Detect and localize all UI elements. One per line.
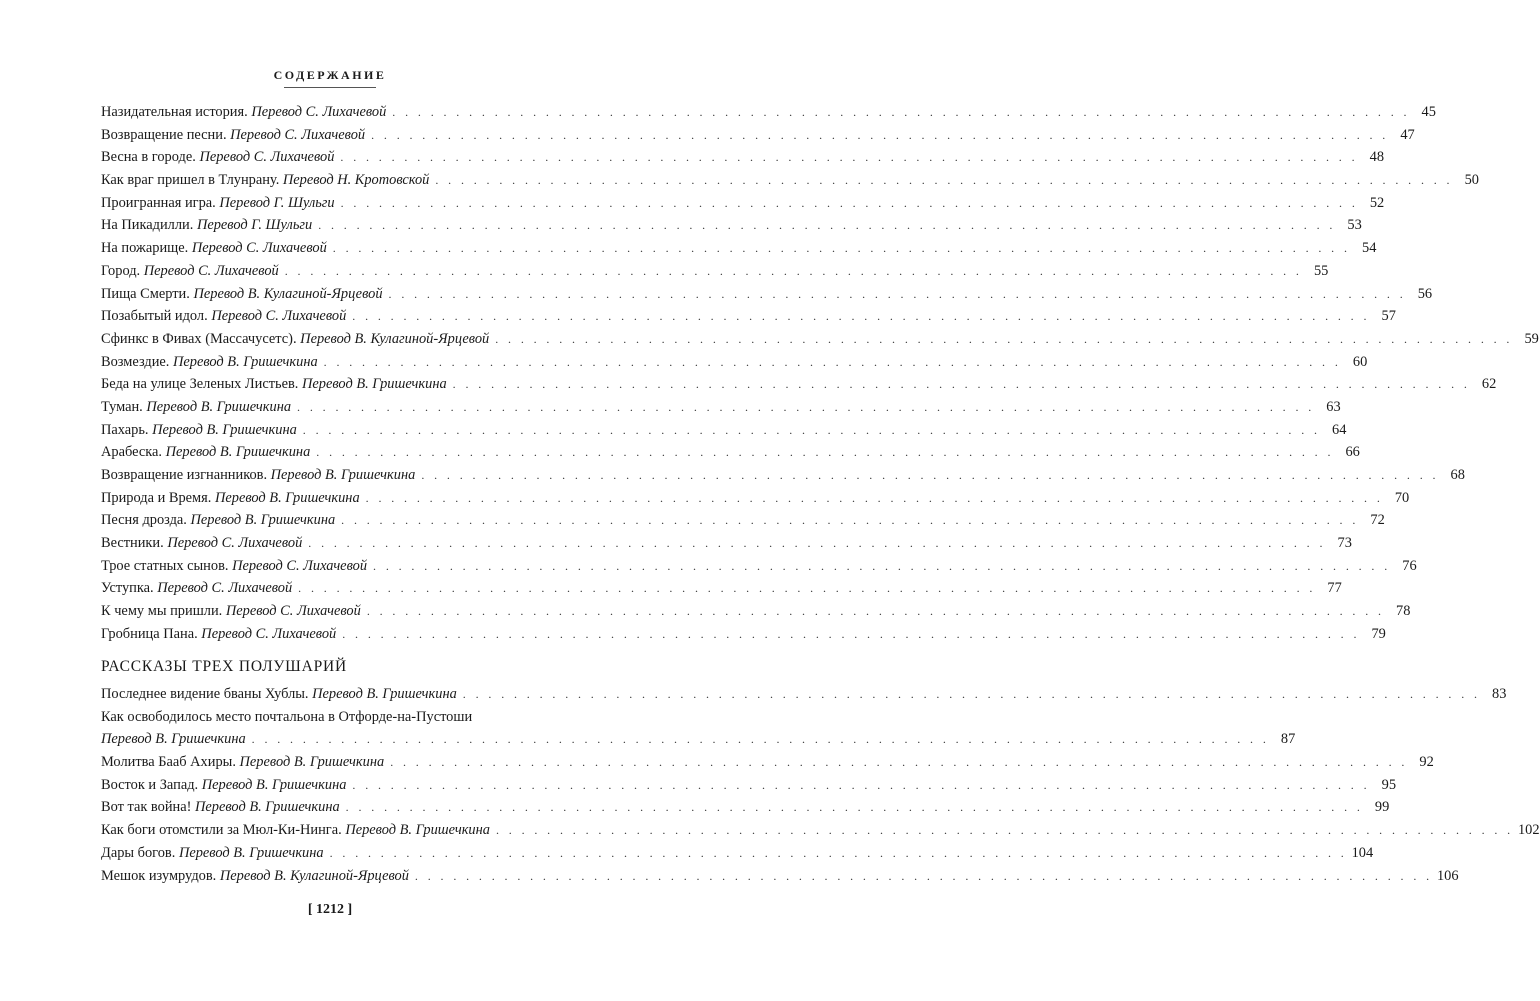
entry-page: 55 [1313,262,1329,279]
entry-translator: Перевод С. Лихачевой [191,240,327,257]
entry-page: 106 [1436,867,1459,884]
dot-leader: . . . . . . . . . . . . . . . . . . . . . . . . . . . . . . . . . . . . . . . . . . . . . . . . . . . . . . . . . . . . . . . . . . . . . . . . . . . . . . . . [341,513,1359,528]
toc-entry[interactable] [101,489,1410,513]
entry-translator: Перевод С. Лихачевой [199,149,335,166]
entry-title-group [101,240,327,257]
dot-leader: . . . . . . . . . . . . . . . . . . . . . . . . . . . . . . . . . . . . . . . . . . . . . . . . . . . . . . . . . . . . . . . . . . . . . . . . . . . . . . . . [352,309,1370,324]
entry-title: Как освободилось место почтальона в Отфорде-на-Пустоши [101,708,473,725]
dot-leader: . . . . . . . . . . . . . . . . . . . . . . . . . . . . . . . . . . . . . . . . . . . . . . . . . . . . . . . . . . . . . . . . . . . . . . . . . . . . . . . . [414,868,1433,883]
entry-translator: Перевод В. Гришечкина [312,686,457,702]
entry-title: Весна в городе. [101,149,196,166]
entry-title: Туман. [101,398,143,415]
entry-title: Молитва Бааб Ахиры. [101,754,236,771]
toc-entry[interactable] [101,217,1362,240]
entry-page: 62 [1481,376,1497,393]
entry-page: 48 [1369,149,1385,166]
toc-entry[interactable] [101,557,1417,581]
entry-translator: Перевод С. Лихачевой [211,308,347,325]
entry-translator: Перевод В. Гришечкина [152,421,297,438]
toc-entry[interactable] [101,467,1465,490]
entry-page: 70 [1394,489,1410,506]
entry-title: Уступка. [101,580,154,597]
header-underline [284,87,376,88]
entry-translator: Перевод В. Гришечкина [214,489,360,506]
entry-translator: Перевод В. Гришечкина [239,754,385,771]
entry-title: Назидательная история. [101,104,248,120]
entry-title: Как враг пришел в Тлунрану. [101,172,280,189]
entry-page: 50 [1464,172,1479,189]
entry-page: 77 [1327,580,1342,597]
entry-translator: Перевод В. Гришечкина [173,353,318,370]
toc-entry[interactable] [101,867,1459,891]
dot-leader: . . . . . . . . . . . . . . . . . . . . . . . . . . . . . . . . . . . . . . . . . . . . . . . . . . . . . . . . . . . . . . . . . . . . . . . . . . . . . . . . [435,173,1453,188]
toc-entry[interactable] [101,799,1390,822]
dot-leader: . . . . . . . . . . . . . . . . . . . . . . . . . . . . . . . . . . . . . . . . . . . . . . . . . . . . . . . . . . . . . . . . . . . . . . . . . . . . . . . . [373,558,1391,573]
entry-page: 66 [1345,444,1360,461]
toc-entry-first-line[interactable] [101,709,582,732]
entry-page: 104 [1351,844,1374,861]
toc-entry[interactable] [101,240,1377,263]
entry-translator: Перевод В. Гришечкина [345,822,490,839]
entry-translator: Перевод С. Лихачевой [232,557,368,574]
entry-translator: Перевод С. Лихачевой [251,104,387,120]
entry-translator: Перевод Г. Шульги [219,194,335,211]
entry-translator: Перевод В. Гришечкина [101,731,246,748]
entry-page: 63 [1326,398,1341,415]
entry-page: 76 [1402,557,1417,574]
entry-title-group [101,868,409,885]
dot-leader: . . . . . . . . . . . . . . . . . . . . . . . . . . . . . . . . . . . . . . . . . . . . . . . . . . . . . . . . . . . . . . . . . . . . . . . . . . . . . . . . [366,604,1385,619]
entry-title: Пахарь. [101,421,149,438]
toc-entry[interactable] [101,262,1329,286]
entry-translator: Перевод В. Кулагиной-Ярцевой [193,285,383,302]
entry-title: Вестники. [101,535,164,552]
entry-title: Беда на улице Зеленых Листьев. [101,376,299,393]
toc-entry[interactable] [101,512,1385,535]
entry-title-group [101,263,279,280]
dot-leader: . . . . . . . . . . . . . . . . . . . . . . . . . . . . . . . . . . . . . . . . . . . . . . . . . . . . . . . . . . . . . . . . . . . . . . . . . . . . . . . . [388,286,1407,301]
entry-page: 60 [1352,353,1368,370]
section-title: РАССКАЗЫ ТРЕХ ПОЛУШАРИЙ [101,658,348,675]
toc-entry[interactable] [101,126,1415,150]
page-header-title: СОДЕРЖАНИЕ [273,68,387,82]
dot-leader: . . . . . . . . . . . . . . . . . . . . . . . . . . . . . . . . . . . . . . . . . . . . . . . . . . . . . . . . . . . . . . . . . . . . . . . . . . . . . . . . [342,626,1360,641]
entry-title-group [101,731,246,748]
toc-entry[interactable] [101,149,1385,172]
entry-page: 59 [1524,330,1539,347]
toc-entry[interactable] [101,285,1433,309]
dot-leader: . . . . . . . . . . . . . . . . . . . . . . . . . . . . . . . . . . . . . . . . . . . . . . . . . . . . . . . . . . . . . . . . . . . . . . . . . . . . . . . . [421,468,1439,482]
toc-list-bottom [101,686,1540,890]
entry-title: Гробница Пана. [101,625,198,642]
dot-leader: . . . . . . . . . . . . . . . . . . . . . . . . . . . . . . . . . . . . . . . . . . . . . . . . . . . . . . . . . . . . . . . . . . . . . . . . . . . . . . . . [495,823,1514,838]
entry-page: 57 [1381,308,1396,325]
toc-entry[interactable] [101,376,1497,399]
entry-translator: Перевод Г. Шульги [196,217,313,234]
entry-translator: Перевод Н. Кротовской [282,172,430,189]
entry-translator: Перевод В. Гришечкина [302,376,447,393]
dot-leader: . . . . . . . . . . . . . . . . . . . . . . . . . . . . . . . . . . . . . . . . . . . . . . . . . . . . . . . . . . . . . . . . . . . . . . . . . . . . . . . . [298,581,1316,596]
entry-title: Арабеска. [101,444,162,461]
entry-title: Песня дрозда. [101,512,187,529]
dot-leader: . . . . . . . . . . . . . . . . . . . . . . . . . . . . . . . . . . . . . . . . . . . . . . . . . . . . . . . . . . . . . . . . . . . . . . . . . . . . . . . . [365,490,1384,505]
dot-leader: . . . . . . . . . . . . . . . . . . . . . . . . . . . . . . . . . . . . . . . . . . . . . . . . . . . . . . . . . . . . . . . . . . . . . . . . . . . . . . . . [352,777,1371,792]
toc-entry[interactable] [101,104,1436,127]
dot-leader: . . . . . . . . . . . . . . . . . . . . . . . . . . . . . . . . . . . . . . . . . . . . . . . . . . . . . . . . . . . . . . . . . . . . . . . . . . . . . . . . [251,732,1270,747]
entry-title: Дары богов. [101,844,176,861]
entry-title: Пища Смерти. [101,285,190,302]
dot-leader: . . . . . . . . . . . . . . . . . . . . . . . . . . . . . . . . . . . . . . . . . . . . . . . . . . . . . . . . . . . . . . . . . . . . . . . . . . . . . . . . [345,800,1364,815]
entry-title-group [101,686,457,703]
entry-page: 54 [1362,240,1377,257]
dot-leader: . . . . . . . . . . . . . . . . . . . . . . . . . . . . . . . . . . . . . . . . . . . . . . . . . . . . . . . . . . . . . . . . . . . . . . . . . . . . . . . . [297,399,1315,414]
entry-translator: Перевод С. Лихачевой [143,262,279,279]
entry-title: Сфинкс в Фивах (Массачусетс). [101,330,297,347]
entry-title-group [101,580,292,597]
entry-title: На Пикадилли. [101,217,194,234]
entry-translator: Перевод В. Гришечкина [201,776,347,793]
entry-title-group [101,558,367,575]
toc-entry[interactable] [101,308,1396,331]
entry-title-group [101,490,360,507]
entry-title-group [101,422,297,439]
entry-page: 53 [1347,217,1362,234]
dot-leader: . . . . . . . . . . . . . . . . . . . . . . . . . . . . . . . . . . . . . . . . . . . . . . . . . . . . . . . . . . . . . . . . . . . . . . . . . . . . . . . . [452,377,1471,392]
dot-leader: . . . . . . . . . . . . . . . . . . . . . . . . . . . . . . . . . . . . . . . . . . . . . . . . . . . . . . . . . . . . . . . . . . . . . . . . . . . . . . . . [302,422,1321,437]
entry-title-group [101,331,489,348]
entry-title-group [101,467,415,484]
toc-entry[interactable] [101,603,1411,626]
entry-title: Позабытый идол. [101,308,208,325]
toc-entry[interactable] [101,625,1386,649]
toc-entry[interactable] [101,444,1360,467]
dot-leader: . . . . . . . . . . . . . . . . . . . . . . . . . . . . . . . . . . . . . . . . . . . . . . . . . . . . . . . . . . . . . . . . . . . . . . . . . . . . . . . . [308,536,1326,551]
entry-page: 83 [1492,686,1507,702]
entry-title: Трое статных сынов. [101,557,229,574]
page-number: [ 1212 ] [307,902,353,917]
entry-title: Город. [101,262,141,279]
toc-list-bottom-rest [101,754,1540,890]
entry-title: Мешок изумрудов. [101,867,217,884]
dot-leader: . . . . . . . . . . . . . . . . . . . . . . . . . . . . . . . . . . . . . . . . . . . . . . . . . . . . . . . . . . . . . . . . . . . . . . . . . . . . . . . . [462,687,1481,701]
entry-title: Восток и Запад. [101,776,199,793]
entry-translator: Перевод С. Лихачевой [167,535,303,552]
entry-page: 73 [1337,535,1352,552]
entry-title-group [101,217,312,234]
entry-page: 72 [1370,512,1385,529]
toc-entry[interactable] [101,330,1539,354]
entry-translator: Перевод С. Лихачевой [230,126,366,143]
entry-title-group [101,822,490,839]
entry-translator: Перевод В. Гришечкина [146,398,292,415]
dot-leader: . . . . . . . . . . . . . . . . . . . . . . . . . . . . . . . . . . . . . . . . . . . . . . . . . . . . . . . . . . . . . . . . . . . . . . . . . . . . . . . . [371,127,1389,142]
dot-leader: . . . . . . . . . . . . . . . . . . . . . . . . . . . . . . . . . . . . . . . . . . . . . . . . . . . . . . . . . . . . . . . . . . . . . . . . . . . . . . . . [495,331,1513,346]
entry-title: Возвращение песни. [101,126,227,143]
toc-entry[interactable] [101,580,1342,603]
entry-translator: Перевод В. Гришечкина [195,799,340,816]
toc-entry[interactable] [101,172,1479,195]
entry-title: Возмездие. [101,353,170,370]
entry-title-group [101,286,383,303]
toc-entry[interactable] [101,535,1352,558]
dot-leader: . . . . . . . . . . . . . . . . . . . . . . . . . . . . . . . . . . . . . . . . . . . . . . . . . . . . . . . . . . . . . . . . . . . . . . . . . . . . . . . . [323,354,1342,369]
toc-list-top [101,104,1539,649]
entry-title: Природа и Время. [101,489,212,506]
entry-translator: Перевод В. Кулагиной-Ярцевой [219,867,409,884]
entry-title: Как боги отомстили за Мюл-Ки-Нинга. [101,822,342,839]
entry-title: К чему мы пришли. [101,603,223,620]
entry-title-group [101,104,386,121]
entry-title-group [101,376,447,393]
entry-title-group [101,777,346,794]
entry-page: 87 [1280,731,1296,748]
entry-title: Вот так война! [101,799,192,816]
entry-translator: Перевод С. Лихачевой [157,580,293,597]
dot-leader: . . . . . . . . . . . . . . . . . . . . . . . . . . . . . . . . . . . . . . . . . . . . . . . . . . . . . . . . . . . . . . . . . . . . . . . . . . . . . . . . [340,195,1359,210]
entry-title-group [101,512,335,529]
entry-title: На пожарище. [101,240,189,257]
entry-title-group [101,127,365,144]
entry-title-group [101,354,318,371]
entry-translator: Перевод С. Лихачевой [225,603,361,620]
entry-translator: Перевод С. Лихачевой [201,625,337,642]
entry-title-group [101,845,324,862]
entry-page: 68 [1450,467,1465,483]
entry-page: 64 [1332,421,1347,438]
toc-entry[interactable] [101,686,1507,709]
entry-title-group [101,444,310,461]
entry-page: 52 [1369,194,1385,211]
entry-title-group [101,399,291,416]
entry-page: 92 [1419,754,1434,771]
toc-entry[interactable] [101,194,1385,218]
entry-page: 95 [1381,776,1397,793]
dot-leader: . . . . . . . . . . . . . . . . . . . . . . . . . . . . . . . . . . . . . . . . . . . . . . . . . . . . . . . . . . . . . . . . . . . . . . . . . . . . . . . . [284,263,1303,278]
dot-leader: . . . . . . . . . . . . . . . . . . . . . . . . . . . . . . . . . . . . . . . . . . . . . . . . . . . . . . . . . . . . . . . . . . . . . . . . . . . . . . . . [340,150,1359,165]
entry-title: Возвращение изгнанников. [101,467,268,483]
toc-entry[interactable] [101,776,1397,800]
entry-translator: Перевод В. Гришечкина [190,512,336,529]
dot-leader: . . . . . . . . . . . . . . . . . . . . . . . . . . . . . . . . . . . . . . . . . . . . . . . . . . . . . . . . . . . . . . . . . . . . . . . . . . . . . . . . [390,755,1408,770]
entry-translator: Перевод В. Гришечкина [165,444,311,461]
entry-title-group [101,799,340,816]
entry-page: 79 [1371,625,1386,642]
entry-page: 102 [1517,822,1540,839]
entry-title-group [101,603,361,620]
entry-title-group [101,626,336,643]
entry-page: 78 [1396,603,1411,620]
entry-page: 56 [1417,285,1433,302]
entry-title-group [101,195,335,212]
toc-entry[interactable] [101,754,1434,777]
entry-title: Последнее видение бваны Хублы. [101,686,309,702]
entry-title-group [101,754,384,771]
entry-translator: Перевод В. Гришечкина [270,467,416,483]
toc-entry[interactable] [101,844,1374,868]
entry-translator: Перевод В. Кулагиной-Ярцевой [300,330,490,347]
toc-entry-continuation[interactable] [101,731,1296,754]
dot-leader: . . . . . . . . . . . . . . . . . . . . . . . . . . . . . . . . . . . . . . . . . . . . . . . . . . . . . . . . . . . . . . . . . . . . . . . . . . . . . . . . [332,241,1351,256]
dot-leader: . . . . . . . . . . . . . . . . . . . . . . . . . . . . . . . . . . . . . . . . . . . . . . . . . . . . . . . . . . . . . . . . . . . . . . . . . . . . . . . . [329,845,1348,860]
dot-leader: . . . . . . . . . . . . . . . . . . . . . . . . . . . . . . . . . . . . . . . . . . . . . . . . . . . . . . . . . . . . . . . . . . . . . . . . . . . . . . . . [392,105,1410,119]
entry-title-group [101,149,334,166]
dot-leader: . . . . . . . . . . . . . . . . . . . . . . . . . . . . . . . . . . . . . . . . . . . . . . . . . . . . . . . . . . . . . . . . . . . . . . . . . . . . . . . . [316,445,1334,460]
entry-page: 45 [1421,104,1436,120]
entry-title-group [101,535,302,552]
entry-title-group [101,172,429,189]
entry-page: 99 [1374,799,1390,816]
toc-entry[interactable] [101,398,1341,422]
entry-page: 47 [1400,126,1415,143]
toc-entry[interactable] [101,822,1540,845]
entry-title-group [101,308,346,325]
entry-translator: Перевод В. Гришечкина [178,844,324,861]
dot-leader: . . . . . . . . . . . . . . . . . . . . . . . . . . . . . . . . . . . . . . . . . . . . . . . . . . . . . . . . . . . . . . . . . . . . . . . . . . . . . . . . [318,218,1336,233]
toc-entry[interactable] [101,421,1347,445]
toc-entry[interactable] [101,353,1368,377]
entry-title: Проигранная игра. [101,194,216,211]
